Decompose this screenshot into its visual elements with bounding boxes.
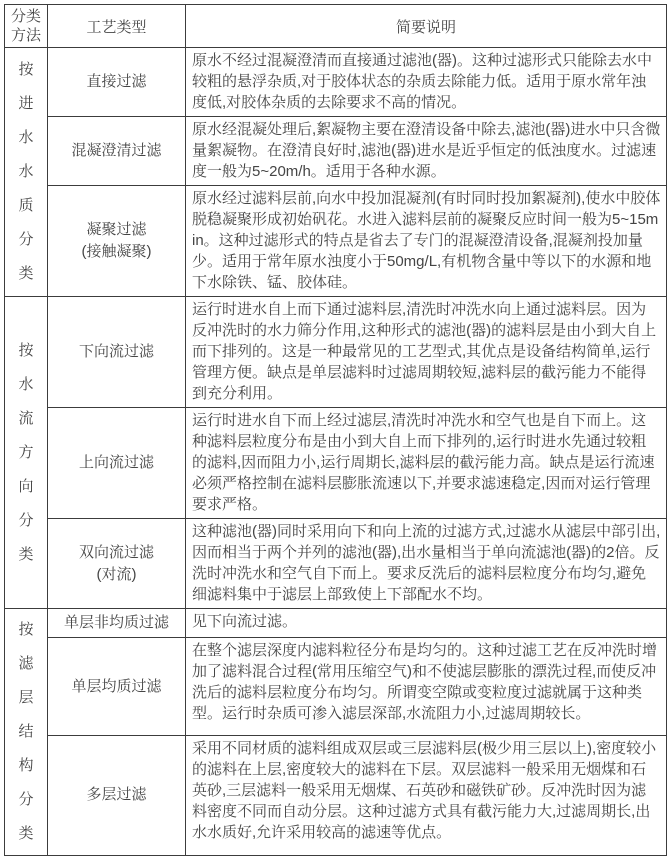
desc-single-layer-nonuniform-filtration: 见下向流过滤。 <box>186 609 667 638</box>
desc-upflow-filtration: 运行时进水自下而上经过滤层,清洗时冲洗水和空气也是自下而上。这种滤料层粒度分布是由小到大自上而下排列的,运行时进水先通过较粗的滤料,因而阻力小,运行周期长,滤料层的截污能力高。缺点是运行流速必须严格控制在滤料层膨胀流速以下,并要求滤速稳定,因而对运行管理要求严格。 <box>186 408 667 519</box>
header-brief-description: 简要说明 <box>186 5 667 48</box>
type-upflow-filtration: 上向流过滤 <box>48 408 186 519</box>
table-row <box>5 735 667 855</box>
type-downflow-filtration: 下向流过滤 <box>48 297 186 408</box>
desc-multi-layer-filtration: 采用不同材质的滤料组成双层或三层滤料层(极少用三层以上),密度较小的滤料在上层,密度较大的滤料在下层。双层滤料一般采用无烟煤和石英砂,三层滤料一般采用无烟煤、石英砂和磁铁矿砂。反冲洗时因为滤料密度不同而自动分层。这种过滤方式具有截污能力大,过滤周期长,出水水质好,允许采用较高的滤速等优点。 <box>186 735 667 855</box>
category-flow-direction: 按水流方向分类 <box>5 297 48 609</box>
header-process-type: 工艺类型 <box>48 5 186 48</box>
type-direct-filtration: 直接过滤 <box>48 48 186 117</box>
table-row <box>5 609 667 638</box>
table-row <box>5 519 667 609</box>
header-classification-method: 分类方法 <box>5 5 48 48</box>
desc-downflow-filtration: 运行时进水自上而下通过滤料层,清洗时冲洗水向上通过滤料层。因为反冲洗时的水力筛分作用,这种形式的滤池(器)的滤料层是由小到大自上而下排列的。这是一种最常见的工艺型式,其优点是设备结构简单,运行管理方便。缺点是单层滤料时过滤周期较短,滤料层的截污能力不能得到充分利用。 <box>186 297 667 408</box>
type-coagulation-clarification-filtration: 混凝澄清过滤 <box>48 117 186 186</box>
desc-coagulation-clarification-filtration: 原水经混凝处理后,絮凝物主要在澄清设备中除去,滤池(器)进水中只含微量絮凝物。在澄清良好时,滤池(器)进水是近乎恒定的低浊度水。过滤速度一般为5~20m/h。适用于各种水源。 <box>186 117 667 186</box>
table-row <box>5 297 667 408</box>
type-label-line2: (对流) <box>96 565 137 583</box>
table-row <box>5 48 667 117</box>
type-single-layer-nonuniform-filtration: 单层非均质过滤 <box>48 609 186 638</box>
table-row <box>5 186 667 297</box>
desc-bidirectional-flow-filtration: 这种滤池(器)同时采用向下和向上流的过滤方式,过滤水从滤层中部引出,因而相当于两个并列的滤池(器),出水量相当于单向流滤池(器)的2倍。反洗时冲洗水和空气自下而上。要求反洗后的滤料层粒度分布均匀,避免细滤料集中于滤层上部致使上下部配水不均。 <box>186 519 667 609</box>
category-inlet-water-quality: 按进水水质分类 <box>5 48 48 297</box>
category-filter-layer-structure: 按滤层结构分类 <box>5 609 48 856</box>
type-label-line1: 凝聚过滤 <box>86 221 147 238</box>
type-bidirectional-flow-filtration <box>48 519 186 609</box>
type-label-line1: 双向流过滤 <box>78 543 154 561</box>
table-row <box>5 638 667 736</box>
type-label-line2: (接触凝聚) <box>81 243 152 260</box>
desc-coagulation-filtration: 原水经过滤料层前,向水中投加混凝剂(有时同时投加絮凝剂),使水中胶体脱稳凝聚形成初始矾花。水进入滤料层前的凝聚反应时间一般为5~15min。这种过滤形式的特点是省去了专门的混凝澄清设备,混凝剂投加量少。适用于常年原水浊度小于50mg/L,有机物含量中等以下的水源和地下水除铁、锰、胶体硅。 <box>186 186 667 297</box>
table-row <box>5 117 667 186</box>
desc-single-layer-uniform-filtration: 在整个滤层深度内滤料粒径分布是均匀的。这种过滤工艺在反冲洗时增加了滤料混合过程(常用压缩空气)和不使滤层膨胀的漂洗过程,而使反冲洗后的滤料层粒度分布均匀。所谓变空隙或变粒度过滤就属于这种类型。运行时杂质可渗入滤层深部,水流阻力小,过滤周期较长。 <box>186 638 667 736</box>
table-row <box>5 408 667 519</box>
filtration-process-table <box>4 4 667 856</box>
type-multi-layer-filtration: 多层过滤 <box>48 735 186 855</box>
header-row <box>5 5 667 48</box>
desc-direct-filtration: 原水不经过混凝澄清而直接通过滤池(器)。这种过滤形式只能除去水中较粗的悬浮杂质,对于胶体状态的杂质去除能力低。适用于原水常年浊度低,对胶体杂质的去除要求不高的情况。 <box>186 48 667 117</box>
type-coagulation-filtration <box>48 186 186 297</box>
type-single-layer-uniform-filtration: 单层均质过滤 <box>48 638 186 736</box>
